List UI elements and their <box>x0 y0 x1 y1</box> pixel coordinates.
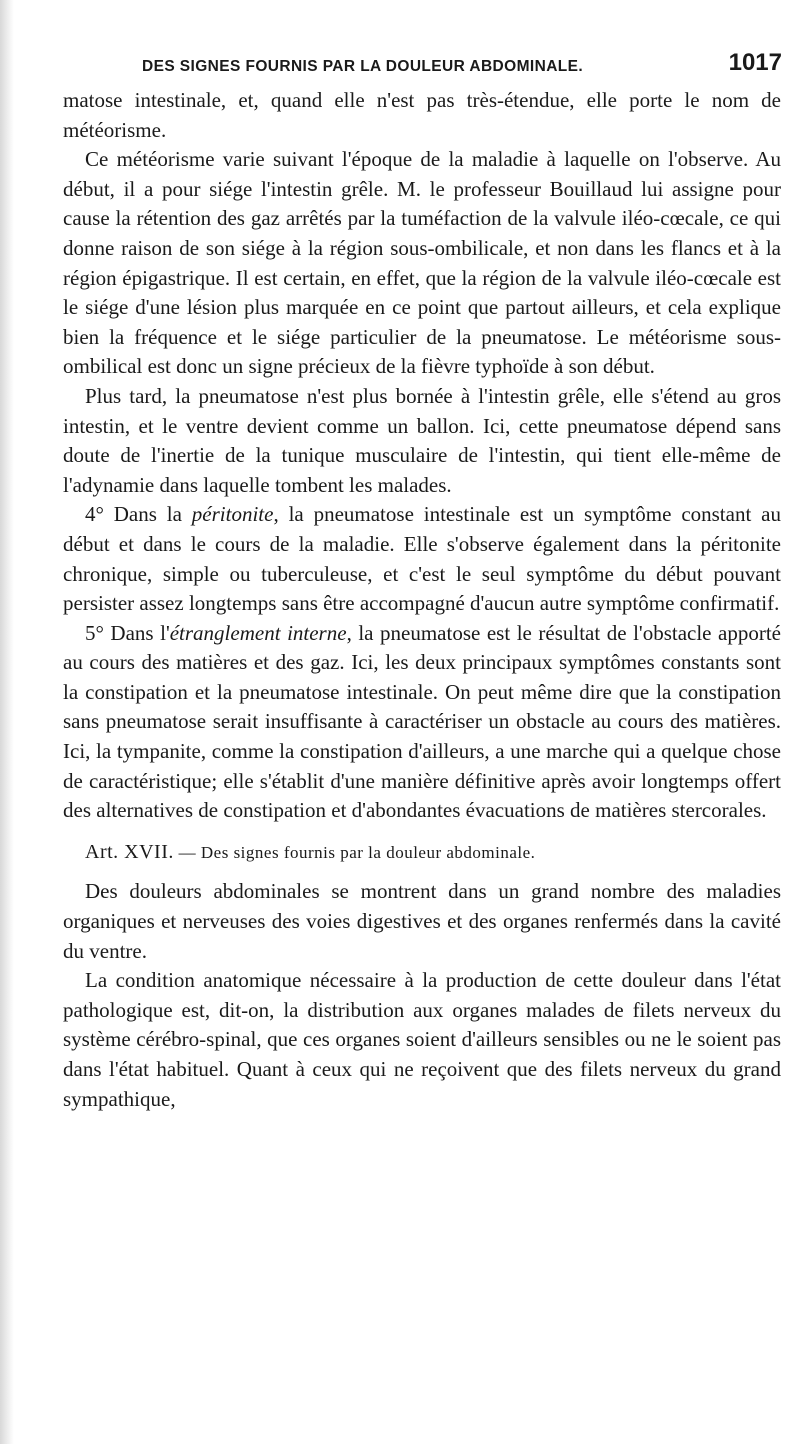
paragraph-continuation: matose intestinale, et, quand elle n'est pas très-étendue, elle porte le nom de météorisme. <box>63 88 781 142</box>
page-gutter-shadow <box>0 0 14 1444</box>
paragraph-pneumatose: Plus tard, la pneumatose n'est plus bornée à l'intestin grêle, elle s'étend au gros intestin, et le ventre devient comme un ballon. Ici, cette pneumatose dépend sans doute de l'inertie de la tunique musculaire de l'intestin, qui tient elle-même de l'adynamie dans laquelle tombent les malades. <box>63 383 781 497</box>
page-number: 1017 <box>728 49 782 76</box>
paragraph-etranglement <box>63 619 781 826</box>
paragraph-douleurs: Des douleurs abdominales se montrent dans un grand nombre des maladies organiques et nerveuses des voies digestives et des organes renfermés dans la cavité du ventre. <box>63 879 781 963</box>
paragraph-peritonite-text: , la pneumatose intestinale est un symptôme constant au début et dans le cours de la maladie. Elle s'observe également dans la péritonite chronique, simple ou tuberculeuse, et c'est le seul symptôme du début pouvant persister assez longtemps sans être accompagné d'aucun autre symptôme confirmatif. <box>63 502 781 616</box>
article-number: Art. XVII. <box>85 840 174 863</box>
article-heading <box>63 838 781 868</box>
item-number-4: 4° Dans la <box>85 502 192 527</box>
paragraph-meteorisme: Ce météorisme varie suivant l'époque de la maladie à laquelle on l'observe. Au début, il a pour siége l'intestin grêle. M. le professeur Bouillaud lui assigne pour cause la rétention des gaz arrêtés par la tuméfaction de la valvule iléo-cœcale, ce qui donne raison de son siége à la région sous-ombilicale, et non dans les flancs et à la région épigastrique. Il est certain, en effet, que la région de la valvule iléo-cœcale est le siége d'une lésion plus marquée en ce point que partout ailleurs, et cela explique bien la fréquence et le siége particulier de la pneumatose. Le météorisme sous-ombilical est donc un signe précieux de la fièvre typhoïde à son début. <box>63 147 781 379</box>
paragraph-etranglement-text: , la pneumatose est le résultat de l'obstacle apporté au cours des matières et des gaz. Ici, les deux principaux symptômes constants sont la constipation et la pneumatose intestinale. On peut même dire que la constipation sans pneumatose serait insuffisante à caractériser un obstacle au cours des matières. Ici, la tympanite, comme la constipation d'ailleurs, a une marche qui a quelque chose de caractéristique; elle s'établit d'une manière définitive après avoir longtemps offert des alternatives de constipation et d'abondantes évacuations de matières stercorales. <box>63 620 781 823</box>
item-number-5: 5° Dans l' <box>85 620 170 645</box>
running-head: DES SIGNES FOURNIS PAR LA DOULEUR ABDOMINALE. <box>142 58 584 75</box>
paragraph-peritonite <box>63 500 781 618</box>
paragraph-condition-anatomique: La condition anatomique nécessaire à la production de cette douleur dans l'état pathologique est, dit-on, la distribution aux organes malades de filets nerveux du système cérébro-spinal, que ces organes soient d'ailleurs sensibles ou ne le soient pas dans l'état habituel. Quant à ceux qui ne reçoivent que des filets nerveux du grand sympathique, <box>63 968 781 1111</box>
body-text <box>63 86 781 1114</box>
article-title: — Des signes fournis par la douleur abdominale. <box>173 842 536 862</box>
term-etranglement-interne: étranglement interne <box>169 620 347 645</box>
term-peritonite: péritonite <box>191 502 274 527</box>
